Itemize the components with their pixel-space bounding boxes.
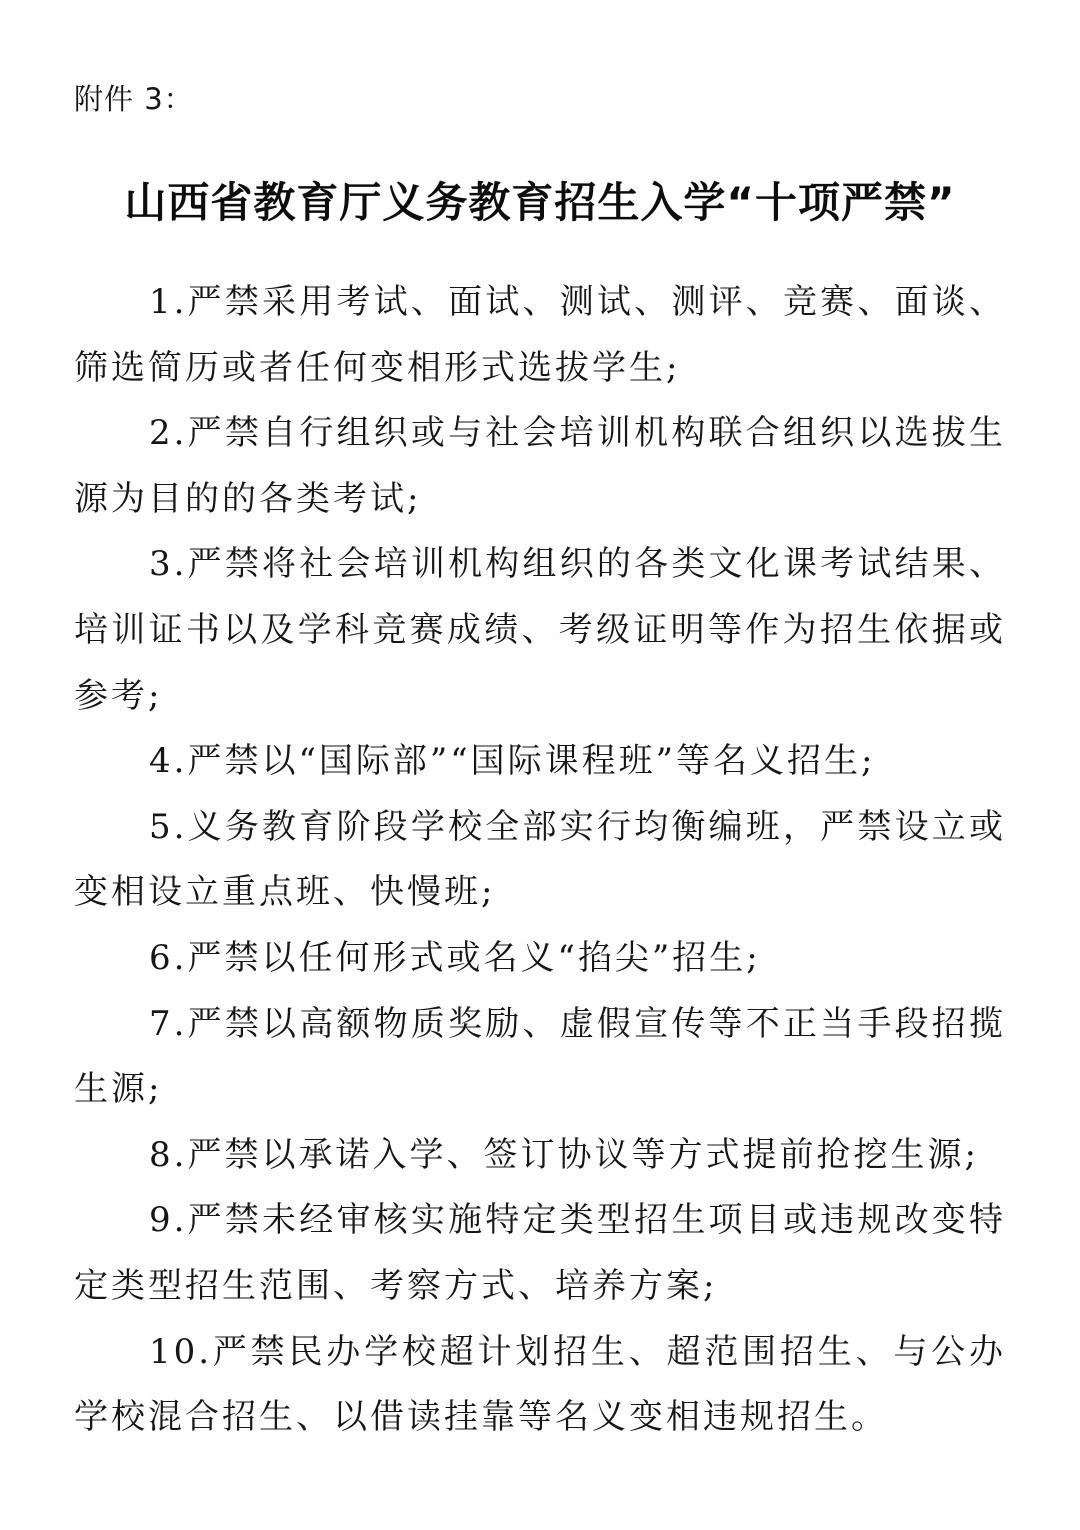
- prohibition-item-8: 8.严禁以承诺入学、签订协议等方式提前抢挖生源;: [149, 1134, 979, 1175]
- prohibition-item-4: 4.严禁以“国际部”“国际课程班”等名义招生;: [149, 741, 876, 782]
- document-title: 山西省教育厅义务教育招生入学“十项严禁”: [124, 178, 956, 227]
- prohibition-item-6: 6.严禁以任何形式或名义“掐尖”招生;: [149, 937, 761, 978]
- prohibition-item-1: 1.严禁采用考试、面试、测试、测评、竞赛、面谈、筛选简历或者任何变相形式选拔学生;: [74, 282, 1006, 388]
- prohibition-list: [74, 270, 1006, 1451]
- prohibition-item-10: 10.严禁民办学校超计划招生、超范围招生、与公办学校混合招生、以借读挂靠等名义变相违规招生。: [74, 1331, 1006, 1438]
- prohibition-item-2: 2.严禁自行组织或与社会培训机构联合组织以选拔生源为目的的各类考试;: [74, 413, 1006, 519]
- prohibition-item-5: 5.义务教育阶段学校全部实行均衡编班，严禁设立或变相设立重点班、快慢班;: [74, 806, 1006, 913]
- attachment-label: 附件 3：: [74, 82, 194, 116]
- prohibition-item-3: 3.严禁将社会培训机构组织的各类文化课考试结果、培训证书以及学科竞赛成绩、考级证明等作为招生依据或参考;: [74, 544, 1006, 716]
- prohibition-item-9: 9.严禁未经审核实施特定类型招生项目或违规改变特定类型招生范围、考察方式、培养方案;: [74, 1200, 1006, 1306]
- prohibition-item-7: 7.严禁以高额物质奖励、虚假宣传等不正当手段招揽生源;: [74, 1003, 1006, 1110]
